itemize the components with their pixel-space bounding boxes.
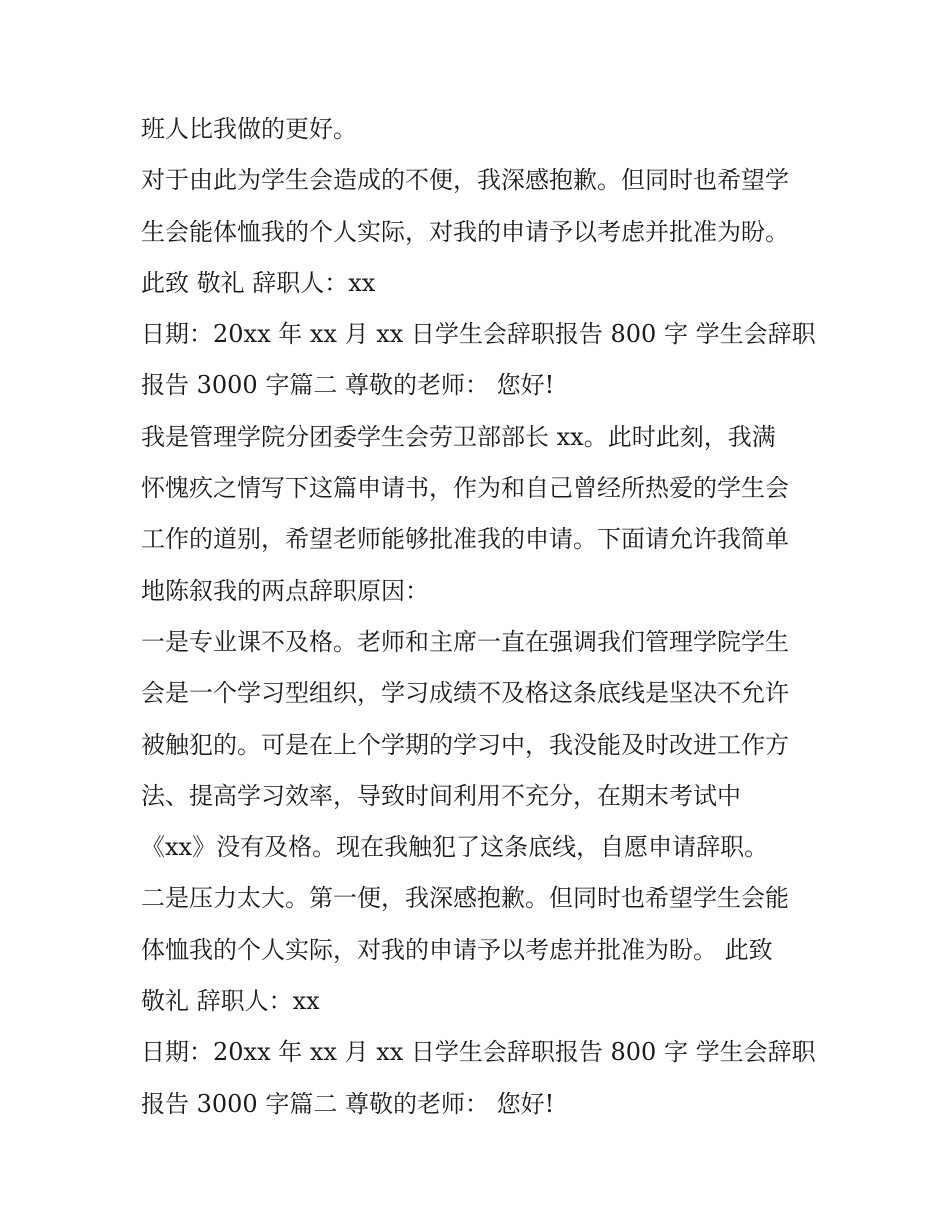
text-line-16: 二是压力太大。第一便，我深感抱歉。但同时也希望学生会能	[141, 884, 789, 913]
text-line-1: 班人比我做的更好。	[141, 115, 357, 143]
text-line-2: 对于由此为学生会造成的不便，我深感抱歉。但同时也希望学	[141, 166, 789, 195]
text-line-14: 法、提高学习效率，导致时间利用不充分，在期末考试中	[141, 781, 741, 810]
document-body	[141, 104, 821, 1130]
text-line-17: 体恤我的个人实际，对我的申请予以考虑并批准为盼。 此致	[141, 935, 773, 964]
text-line-11: 一是专业课不及格。老师和主席一直在强调我们管理学院学生	[141, 627, 789, 656]
text-line-12: 会是一个学习型组织，学习成绩不及格这条底线是坚决不允许	[141, 679, 789, 708]
text-line-15: 《xx》没有及格。现在我触犯了这条底线，自愿申请辞职。	[141, 833, 769, 862]
text-line-20: 报告 3000 字篇二 尊敬的老师： 您好!	[141, 1089, 555, 1118]
text-line-9: 工作的道别，希望老师能够批准我的申请。下面请允许我简单	[141, 525, 789, 554]
text-line-13: 被触犯的。可是在上个学期的学习中，我没能及时改进工作方	[141, 730, 789, 759]
text-line-6: 报告 3000 字篇二 尊敬的老师： 您好!	[141, 371, 555, 400]
text-line-8: 怀愧疚之情写下这篇申请书，作为和自己曾经所热爱的学生会	[141, 474, 789, 503]
text-line-3: 生会能体恤我的个人实际，对我的申请予以考虑并批准为盼。	[141, 217, 789, 246]
text-line-7: 我是管理学院分团委学生会劳卫部部长 xx。此时此刻，我满	[141, 422, 776, 451]
text-line-5: 日期：20xx 年 xx 月 xx 日学生会辞职报告 800 字 学生会辞职	[141, 320, 816, 349]
text-line-10: 地陈叙我的两点辞职原因：	[141, 576, 429, 605]
text-line-18: 敬礼 辞职人：xx	[141, 987, 320, 1016]
text-line-4: 此致 敬礼 辞职人：xx	[141, 268, 376, 297]
text-line-19: 日期：20xx 年 xx 月 xx 日学生会辞职报告 800 字 学生会辞职	[141, 1038, 816, 1067]
